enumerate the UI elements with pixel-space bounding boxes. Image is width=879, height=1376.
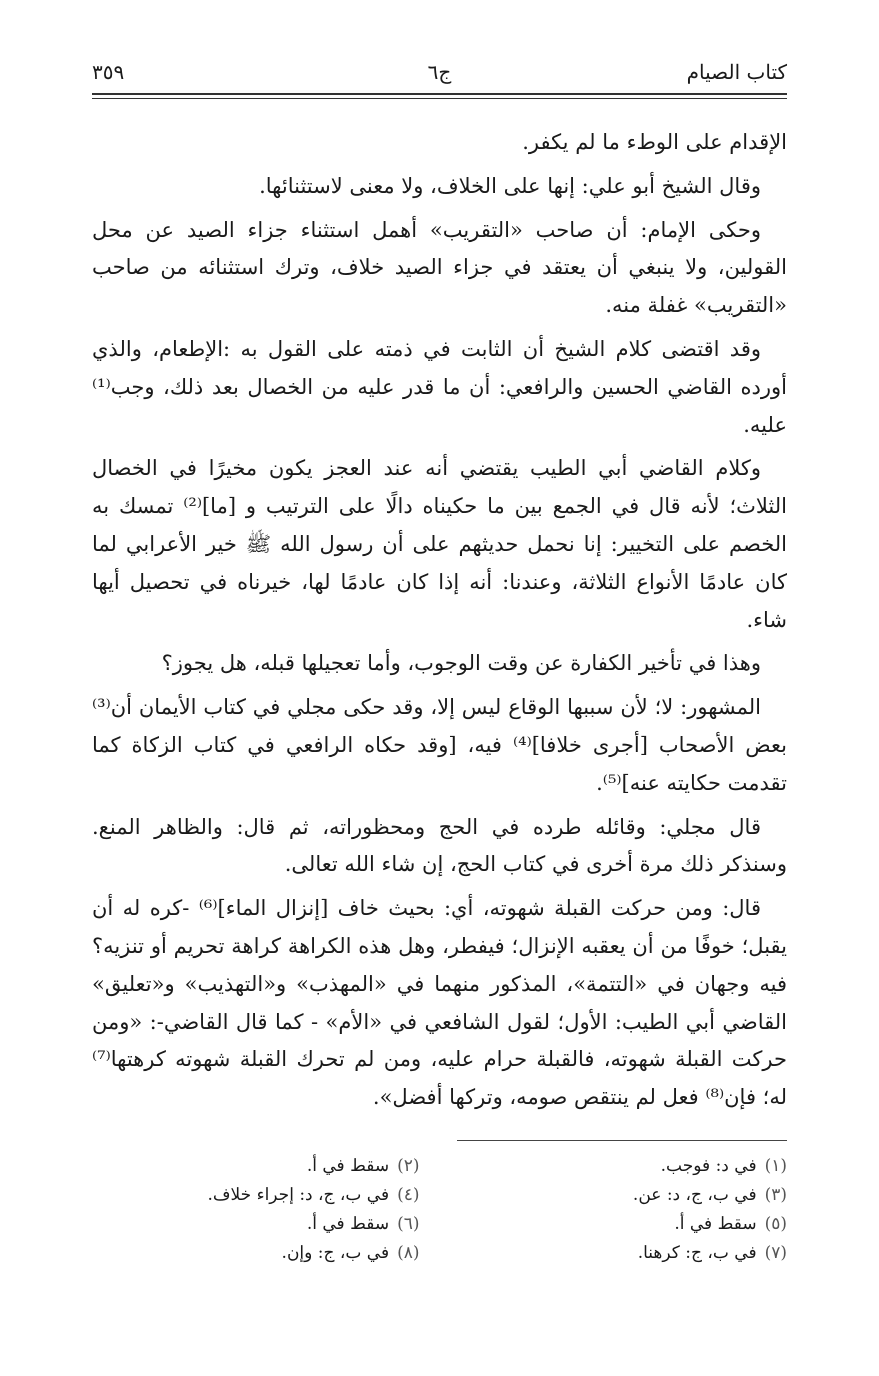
paragraph: وكلام القاضي أبي الطيب يقتضي أنه عند العجز يكون مخيرًا في الخصال الثلاث؛ لأنه قال في الجمع بين ما حكيناه دالًا على الترتيب و [ما]⁽²⁾ تمسك به الخصم على التخيير: إنا نحمل حديثهم على أن رسول الله ﷺ خير الأعرابي لما كان عادمًا الأنواع الثلاثة، وعندنا: أنه إذا كان عادمًا لها، خيرناه في تحصيل أيها شاء. xyxy=(92,456,788,632)
footnote-number: (٥) xyxy=(764,1214,787,1234)
paragraph: المشهور: لا؛ لأن سببها الوقاع ليس إلا، وقد حكى مجلي في كتاب الأيمان أن⁽³⁾ بعض الأصحاب [أجرى خلافا]⁽⁴⁾ فيه، [وقد حكاه الرافعي في كتاب الزكاة كما تقدمت حكايته عنه]⁽⁵⁾. xyxy=(92,695,787,795)
footnote-text: في ب، ج: وإن. xyxy=(281,1243,390,1263)
footnote-item xyxy=(92,1152,420,1181)
footnote-number: (٧) xyxy=(764,1243,787,1263)
paragraph: وقال الشيخ أبو علي: إنها على الخلاف، ولا معنى لاستثنائها. xyxy=(259,173,761,198)
paragraph: الإقدام على الوطء ما لم يكفر. xyxy=(522,130,787,154)
paragraph: وحكى الإمام: أن صاحب «التقريب» أهمل استثناء جزاء الصيد عن محل القولين، ولا ينبغي أن يعتقد في جزاء الصيد خلاف، وترك استثنائه من صاحب «التقريب» غفلة منه. xyxy=(92,217,787,318)
footnote-text: في د: فوجب. xyxy=(660,1156,757,1176)
paragraph: قال مجلي: وقائله طرده في الحج ومحظوراته، ثم قال: والظاهر المنع. وسنذكر ذلك مرة أخرى في كتاب الحج، إن شاء الله تعالى. xyxy=(92,814,787,877)
footnote-text: في ب، ج: كرهنا. xyxy=(637,1243,757,1263)
main-text xyxy=(92,124,787,1123)
paragraph: وهذا في تأخير الكفارة عن وقت الوجوب، وأما تعجيلها قبله، هل يجوز؟ xyxy=(161,651,761,676)
paragraph: وقد اقتضى كلام الشيخ أن الثابت في ذمته على القول به :الإطعام، والذي أورده القاضي الحسين والرافعي: أن ما قدر عليه من الخصال بعد ذلك، وجب⁽¹⁾ عليه. xyxy=(92,336,787,437)
footnote-item xyxy=(460,1181,788,1210)
paragraph: قال: ومن حركت القبلة شهوته، أي: بحيث خاف [إنزال الماء]⁽⁶⁾ -كره له أن يقبل؛ خوفًا من أن يعقبه الإنزال؛ فيفطر، وهل هذه الكراهة كراهة تحريم أو تنزيه؟ فيه وجهان في «التتمة»، المذكور منهما في «المهذب» و«التهذيب» و«تعليق» القاضي أبي الطيب: الأول؛ لقول الشافعي في «الأم» - كما قال القاضي-: «ومن حركت القبلة شهوته، فالقبلة حرام عليه، ومن لم تحرك القبلة شهوته كرهتها⁽⁷⁾ له؛ فإن⁽⁸⁾ فعل لم ينتقص صومه، وتركها أفضل». xyxy=(92,896,787,1110)
footnotes xyxy=(92,1152,787,1268)
book-title: كتاب الصيام xyxy=(686,60,787,84)
page-number: ٣٥٩ xyxy=(92,60,125,84)
footnote-number: (٢) xyxy=(397,1156,420,1176)
footnote-rule xyxy=(457,1140,787,1141)
header-rule xyxy=(92,93,787,95)
footnote-text: سقط في أ. xyxy=(306,1156,390,1176)
footnote-number: (٤) xyxy=(397,1185,420,1205)
footnote-text: سقط في أ. xyxy=(674,1214,757,1234)
footnote-item xyxy=(460,1239,788,1268)
footnote-number: (٨) xyxy=(397,1243,420,1263)
footnote-item xyxy=(460,1210,788,1239)
footnote-number: (٣) xyxy=(764,1185,787,1205)
footnote-text: سقط في أ. xyxy=(306,1214,390,1234)
volume-label: ج٦ xyxy=(427,60,452,84)
footnote-item xyxy=(92,1239,420,1268)
footnote-number: (٦) xyxy=(397,1214,420,1234)
footnote-text: في ب، ج، د: عن. xyxy=(632,1185,757,1205)
page-header xyxy=(92,52,787,92)
footnote-text: في ب، ج، د: إجراء خلاف. xyxy=(207,1185,390,1205)
footnote-item xyxy=(92,1181,420,1210)
footnote-number: (١) xyxy=(764,1156,787,1176)
footnote-item xyxy=(92,1210,420,1239)
footnote-item xyxy=(460,1152,788,1181)
header-rule-thin xyxy=(92,98,787,99)
